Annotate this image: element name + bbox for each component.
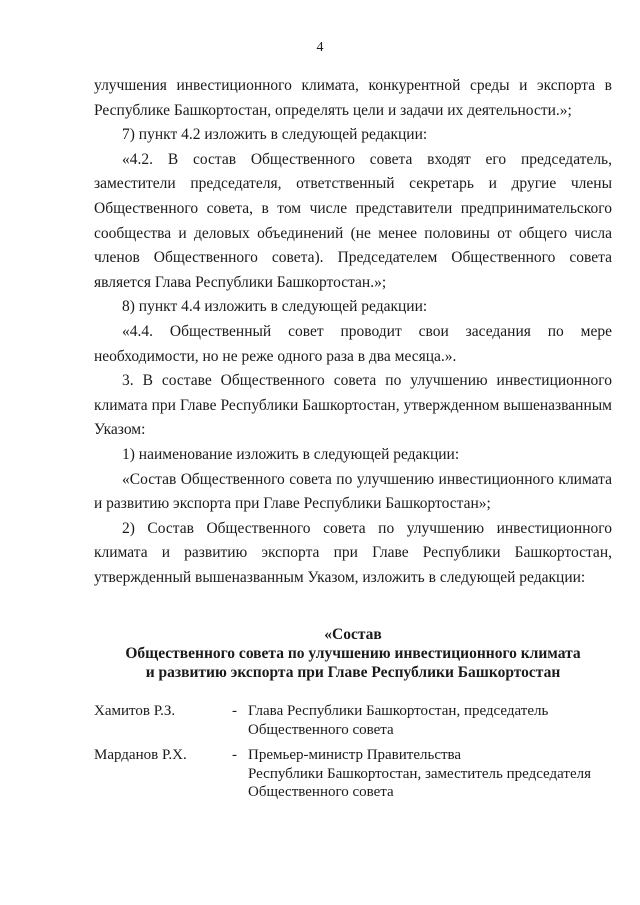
member-name: Хамитов Р.З. xyxy=(94,703,176,719)
paragraph-subitem-2: 2) Состав Общественного совета по улучшению инвестиционного климата и развитию экспорта при Главе Республики Башкортостан, утвержденный вышеназванным Указом, изложить в следующей редакции: xyxy=(94,519,612,586)
member-dash: - xyxy=(232,747,237,763)
composition-title xyxy=(94,625,612,682)
member-role xyxy=(248,702,612,739)
document-body xyxy=(94,74,612,590)
role-line: Общественного совета xyxy=(248,784,394,800)
paragraph-new-name: «Состав Общественного совета по улучшению инвестиционного климата и развитию экспорта при Главе Республики Башкортостан»; xyxy=(94,470,612,513)
role-line: Республики Башкортостан, заместитель председателя xyxy=(248,765,592,782)
paragraph-item-8: 8) пункт 4.4 изложить в следующей редакции: xyxy=(122,298,428,316)
member-role xyxy=(248,746,612,802)
paragraph-continuation: улучшения инвестиционного климата, конкурентной среды и экспорта в Республике Башкортостан, определять цели и задачи их деятельности.»; xyxy=(94,77,612,119)
role-line: Общественного совета xyxy=(248,721,394,738)
paragraph-subitem-1: 1) наименование изложить в следующей редакции: xyxy=(122,445,460,463)
paragraph-item-7: 7) пункт 4.2 изложить в следующей редакции: xyxy=(122,126,428,144)
page-number: 4 xyxy=(316,40,324,55)
member-name: Марданов Р.Х. xyxy=(94,747,187,763)
title-line: «Состав xyxy=(324,626,382,643)
paragraph-clause-4-2: «4.2. В состав Общественного совета входят его председатель, заместители председателя, ответственный секретарь и другие члены Общественного совета, в том числе представители предпринимательского сообщества и деловых объединений (не менее половины от общего числа членов Общественного совета). Председателем Общественного совета является Глава Республики Башкортостан.»; xyxy=(94,150,612,291)
title-line: и развитию экспорта при Главе Республики Башкортостан xyxy=(145,664,561,681)
paragraph-clause-4-4: «4.4. Общественный совет проводит свои заседания по мере необходимости, но не реже одного раза в два месяца.». xyxy=(94,322,612,365)
paragraph-section-3: 3. В составе Общественного совета по улучшению инвестиционного климата при Главе Республики Башкортостан, утвержденном вышеназванным Указом: xyxy=(94,372,612,439)
title-line: Общественного совета по улучшению инвестиционного климата xyxy=(125,645,581,662)
role-line: Премьер-министр Правительства xyxy=(248,747,462,763)
role-line: Глава Республики Башкортостан, председатель xyxy=(248,703,549,719)
member-dash: - xyxy=(232,703,237,719)
